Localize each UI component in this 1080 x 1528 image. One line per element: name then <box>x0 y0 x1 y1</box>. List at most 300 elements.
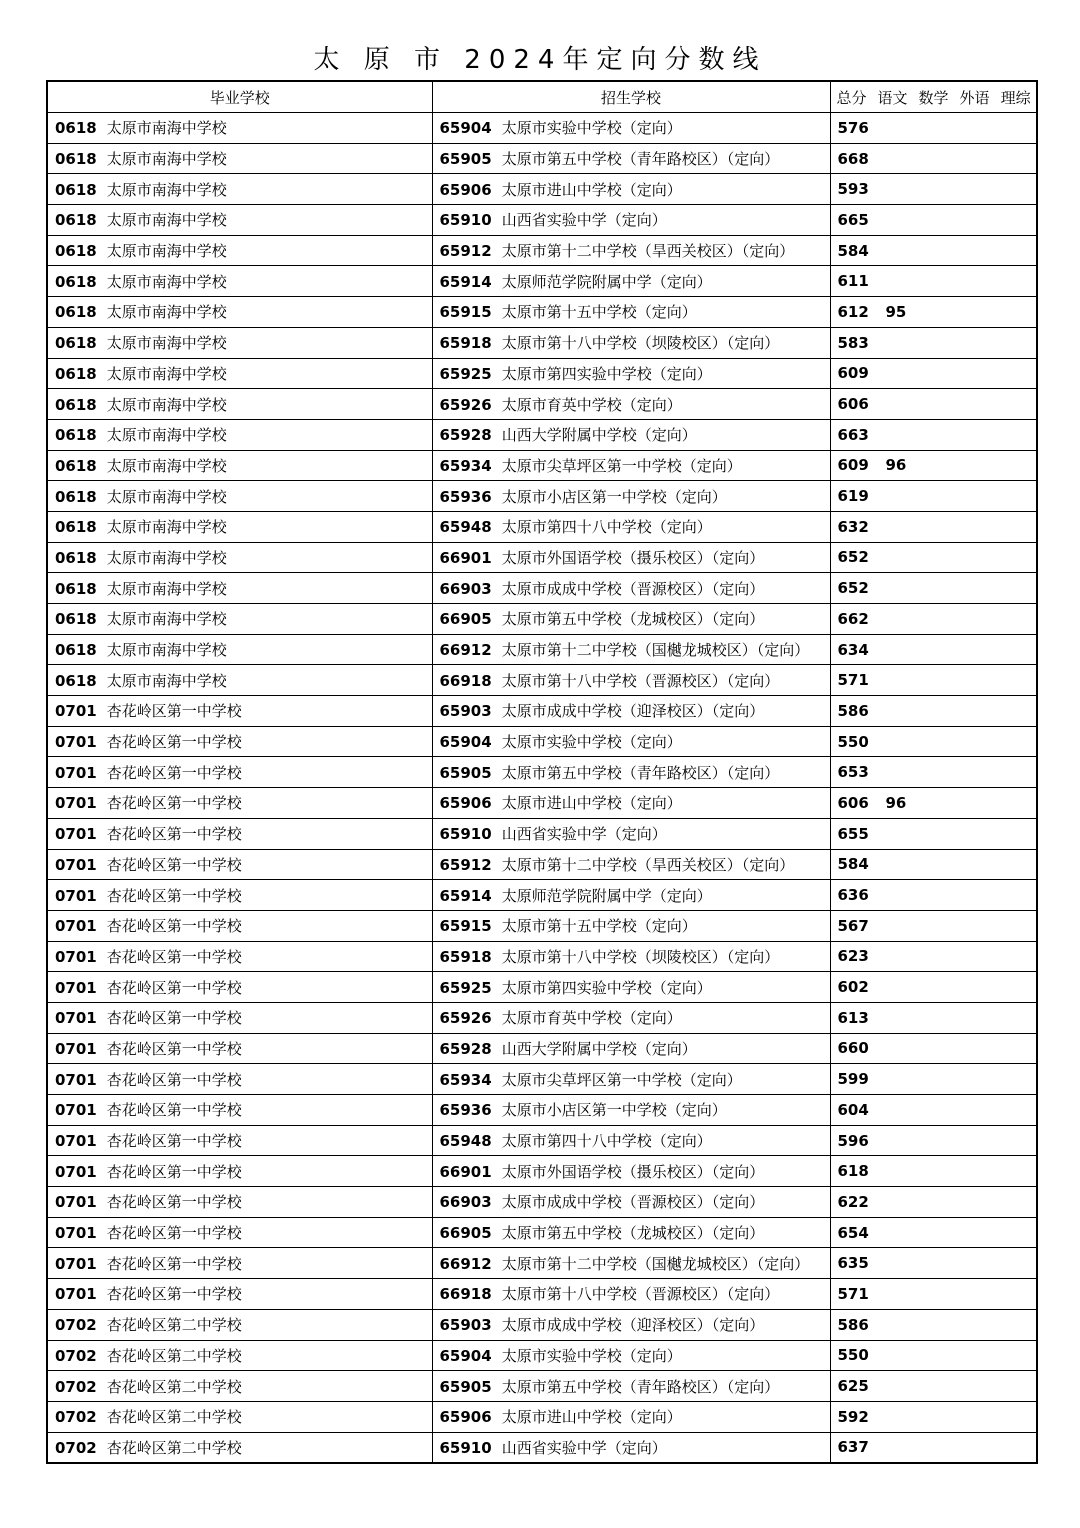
score-cell <box>830 1217 1037 1248</box>
total-score: 609 <box>837 456 869 475</box>
total-score: 606 <box>837 395 869 414</box>
score-cell <box>830 542 1037 573</box>
graduate-school-code: 0618 <box>55 426 97 445</box>
admitting-school-cell <box>432 1309 830 1340</box>
admitting-school-name: 太原市第五中学校（龙城校区）（定向） <box>501 610 765 629</box>
admitting-school-cell <box>432 696 830 727</box>
admitting-school-cell <box>432 1401 830 1432</box>
score-cell <box>830 573 1037 604</box>
score-cell <box>830 266 1037 297</box>
total-score: 622 <box>837 1192 869 1211</box>
admitting-school-cell <box>432 1095 830 1126</box>
table-row <box>47 941 1037 972</box>
graduate-school-code: 0701 <box>55 1009 97 1028</box>
admitting-school-cell <box>432 174 830 205</box>
graduate-school-name: 太原市南海中学校 <box>106 272 227 291</box>
admitting-school-cell <box>432 113 830 144</box>
admitting-school-cell <box>432 450 830 481</box>
graduate-school-name: 太原市南海中学校 <box>106 180 227 199</box>
admitting-school-cell <box>432 1371 830 1402</box>
admitting-school-code: 65904 <box>439 733 492 752</box>
score-cell <box>830 788 1037 819</box>
score-cell <box>830 1033 1037 1064</box>
graduate-school-cell <box>47 143 432 174</box>
admitting-school-code: 65905 <box>439 763 492 782</box>
score-cell <box>830 1064 1037 1095</box>
graduate-school-name: 太原市南海中学校 <box>106 426 227 445</box>
graduate-school-code: 0701 <box>55 702 97 721</box>
graduate-school-name: 太原市南海中学校 <box>106 395 227 414</box>
score-cell <box>830 1125 1037 1156</box>
admitting-school-code: 65948 <box>439 518 492 537</box>
graduate-school-code: 0618 <box>55 518 97 537</box>
table-row <box>47 757 1037 788</box>
admitting-school-name: 山西省实验中学（定向） <box>501 1438 667 1457</box>
graduate-school-cell <box>47 1432 432 1463</box>
total-score: 583 <box>837 333 869 352</box>
graduate-school-code: 0701 <box>55 1070 97 1089</box>
graduate-school-code: 0618 <box>55 641 97 660</box>
total-score: 593 <box>837 180 869 199</box>
graduate-school-name: 杏花岭区第一中学校 <box>106 855 242 874</box>
total-score: 637 <box>837 1438 869 1457</box>
graduate-school-name: 杏花岭区第一中学校 <box>106 917 242 936</box>
total-score: 550 <box>837 1346 869 1365</box>
graduate-school-name: 杏花岭区第一中学校 <box>106 1039 242 1058</box>
header-subjects <box>830 81 1037 113</box>
graduate-school-name: 太原市南海中学校 <box>106 641 227 660</box>
admitting-school-code: 65915 <box>439 303 492 322</box>
admitting-school-cell <box>432 788 830 819</box>
admitting-school-code: 65926 <box>439 1009 492 1028</box>
admitting-school-cell <box>432 972 830 1003</box>
admitting-school-code: 66912 <box>439 641 492 660</box>
graduate-school-name: 太原市南海中学校 <box>106 518 227 537</box>
admitting-school-code: 65910 <box>439 211 492 230</box>
graduate-school-name: 太原市南海中学校 <box>106 456 227 475</box>
graduate-school-code: 0618 <box>55 272 97 291</box>
graduate-school-name: 杏花岭区第一中学校 <box>106 1009 242 1028</box>
admitting-school-name: 太原市实验中学校（定向） <box>501 119 682 138</box>
admitting-school-name: 太原市第四十八中学校（定向） <box>501 518 712 537</box>
admitting-school-cell <box>432 205 830 236</box>
admitting-school-cell <box>432 1432 830 1463</box>
admitting-school-name: 太原市尖草坪区第一中学校（定向） <box>501 456 742 475</box>
graduate-school-name: 太原市南海中学校 <box>106 364 227 383</box>
graduate-school-name: 杏花岭区第二中学校 <box>106 1377 242 1396</box>
graduate-school-cell <box>47 511 432 542</box>
admitting-school-cell <box>432 327 830 358</box>
graduate-school-code: 0618 <box>55 548 97 567</box>
graduate-school-code: 0701 <box>55 917 97 936</box>
graduate-school-code: 0618 <box>55 180 97 199</box>
total-score: 636 <box>837 886 869 905</box>
total-score: 662 <box>837 609 869 628</box>
admitting-school-code: 65915 <box>439 917 492 936</box>
total-score: 606 <box>837 793 869 812</box>
graduate-school-cell <box>47 419 432 450</box>
score-cell <box>830 389 1037 420</box>
graduate-school-cell <box>47 1217 432 1248</box>
graduate-school-cell <box>47 113 432 144</box>
admitting-school-code: 65928 <box>439 1039 492 1058</box>
total-score: 623 <box>837 947 869 966</box>
score-cell <box>830 726 1037 757</box>
admitting-school-cell <box>432 235 830 266</box>
graduate-school-name: 太原市南海中学校 <box>106 119 227 138</box>
table-row <box>47 1279 1037 1310</box>
graduate-school-name: 杏花岭区第二中学校 <box>106 1346 242 1365</box>
graduate-school-code: 0618 <box>55 242 97 261</box>
graduate-school-cell <box>47 573 432 604</box>
table-row <box>47 542 1037 573</box>
admitting-school-cell <box>432 1340 830 1371</box>
score-table <box>46 80 1038 1464</box>
admitting-school-cell <box>432 1125 830 1156</box>
page-title: 太 原 市 2024年定向分数线 <box>313 45 767 75</box>
table-row <box>47 1187 1037 1218</box>
total-score: 550 <box>837 732 869 751</box>
table-row <box>47 665 1037 696</box>
total-score: 634 <box>837 640 869 659</box>
admitting-school-cell <box>432 1156 830 1187</box>
table-row <box>47 419 1037 450</box>
total-score: 596 <box>837 1131 869 1150</box>
graduate-school-cell <box>47 788 432 819</box>
table-row <box>47 113 1037 144</box>
graduate-school-cell <box>47 941 432 972</box>
score-cell <box>830 358 1037 389</box>
table-row <box>47 266 1037 297</box>
admitting-school-name: 太原市第四实验中学校（定向） <box>501 364 712 383</box>
admitting-school-code: 66918 <box>439 671 492 690</box>
score-cell <box>830 665 1037 696</box>
admitting-school-code: 65903 <box>439 702 492 721</box>
total-score: 609 <box>837 364 869 383</box>
admitting-school-code: 65905 <box>439 1377 492 1396</box>
admitting-school-cell <box>432 143 830 174</box>
admitting-school-code: 65906 <box>439 794 492 813</box>
admitting-school-code: 65918 <box>439 334 492 353</box>
admitting-school-cell <box>432 880 830 911</box>
admitting-school-name: 太原市第十八中学校（坝陵校区）（定向） <box>501 334 780 353</box>
admitting-school-code: 65912 <box>439 855 492 874</box>
admitting-school-name: 太原市第十二中学校（国樾龙城校区）（定向） <box>501 1254 810 1273</box>
admitting-school-code: 65926 <box>439 395 492 414</box>
graduate-school-name: 太原市南海中学校 <box>106 242 227 261</box>
table-row <box>47 1371 1037 1402</box>
graduate-school-code: 0701 <box>55 855 97 874</box>
graduate-school-code: 0702 <box>55 1438 97 1457</box>
table-row <box>47 604 1037 635</box>
header-science: 理综 <box>1000 88 1031 107</box>
chinese-score: 96 <box>885 793 907 812</box>
graduate-school-name: 太原市南海中学校 <box>106 303 227 322</box>
graduate-school-cell <box>47 1033 432 1064</box>
graduate-school-code: 0618 <box>55 364 97 383</box>
graduate-school-name: 杏花岭区第一中学校 <box>106 1070 242 1089</box>
table-row <box>47 849 1037 880</box>
table-row <box>47 880 1037 911</box>
score-cell <box>830 1002 1037 1033</box>
table-header-row <box>47 81 1037 113</box>
total-score: 625 <box>837 1377 869 1396</box>
table-row <box>47 972 1037 1003</box>
graduate-school-name: 杏花岭区第一中学校 <box>106 1193 242 1212</box>
total-score: 567 <box>837 916 869 935</box>
graduate-school-cell <box>47 1371 432 1402</box>
score-cell <box>830 1371 1037 1402</box>
admitting-school-cell <box>432 665 830 696</box>
total-score: 584 <box>837 855 869 874</box>
admitting-school-name: 太原市小店区第一中学校（定向） <box>501 1101 727 1120</box>
total-score: 571 <box>837 1284 869 1303</box>
total-score: 604 <box>837 1100 869 1119</box>
total-score: 611 <box>837 272 869 291</box>
admitting-school-cell <box>432 1279 830 1310</box>
admitting-school-code: 65912 <box>439 242 492 261</box>
score-cell <box>830 818 1037 849</box>
admitting-school-name: 太原市第四十八中学校（定向） <box>501 1132 712 1151</box>
admitting-school-name: 太原市外国语学校（摄乐校区）（定向） <box>501 1162 765 1181</box>
table-row <box>47 1248 1037 1279</box>
admitting-school-name: 太原市成成中学校（迎泽校区）（定向） <box>501 1316 765 1335</box>
admitting-school-code: 65914 <box>439 886 492 905</box>
graduate-school-code: 0702 <box>55 1408 97 1427</box>
admitting-school-name: 山西省实验中学（定向） <box>501 825 667 844</box>
graduate-school-name: 杏花岭区第一中学校 <box>106 1224 242 1243</box>
admitting-school-name: 太原市第五中学校（青年路校区）（定向） <box>501 1377 780 1396</box>
graduate-school-cell <box>47 604 432 635</box>
graduate-school-code: 0702 <box>55 1316 97 1335</box>
admitting-school-code: 66903 <box>439 579 492 598</box>
total-score: 584 <box>837 241 869 260</box>
graduate-school-cell <box>47 235 432 266</box>
graduate-school-cell <box>47 880 432 911</box>
graduate-school-name: 杏花岭区第二中学校 <box>106 1408 242 1427</box>
score-cell <box>830 297 1037 328</box>
admitting-school-name: 太原师范学院附属中学（定向） <box>501 886 712 905</box>
score-cell <box>830 1187 1037 1218</box>
graduate-school-cell <box>47 1279 432 1310</box>
admitting-school-name: 太原市成成中学校（迎泽校区）（定向） <box>501 702 765 721</box>
graduate-school-code: 0618 <box>55 211 97 230</box>
graduate-school-code: 0701 <box>55 763 97 782</box>
graduate-school-cell <box>47 665 432 696</box>
graduate-school-code: 0618 <box>55 671 97 690</box>
total-score: 652 <box>837 548 869 567</box>
table-row <box>47 327 1037 358</box>
admitting-school-name: 太原市第五中学校（青年路校区）（定向） <box>501 763 780 782</box>
graduate-school-code: 0702 <box>55 1377 97 1396</box>
graduate-school-cell <box>47 1309 432 1340</box>
total-score: 613 <box>837 1008 869 1027</box>
graduate-school-cell <box>47 542 432 573</box>
graduate-school-cell <box>47 818 432 849</box>
admitting-school-cell <box>432 266 830 297</box>
admitting-school-name: 太原市实验中学校（定向） <box>501 733 682 752</box>
score-cell <box>830 757 1037 788</box>
admitting-school-name: 山西大学附属中学校（定向） <box>501 1039 697 1058</box>
graduate-school-cell <box>47 634 432 665</box>
admitting-school-cell <box>432 757 830 788</box>
table-row <box>47 389 1037 420</box>
graduate-school-code: 0701 <box>55 886 97 905</box>
chinese-score: 96 <box>885 456 907 475</box>
table-row <box>47 1340 1037 1371</box>
table-row <box>47 818 1037 849</box>
total-score: 653 <box>837 763 869 782</box>
graduate-school-cell <box>47 1187 432 1218</box>
admitting-school-code: 65914 <box>439 272 492 291</box>
admitting-school-cell <box>432 419 830 450</box>
total-score: 602 <box>837 978 869 997</box>
admitting-school-cell <box>432 726 830 757</box>
total-score: 612 <box>837 302 869 321</box>
admitting-school-cell <box>432 542 830 573</box>
score-cell <box>830 941 1037 972</box>
admitting-school-name: 太原市第十二中学校（旱西关校区）（定向） <box>501 855 795 874</box>
score-cell <box>830 880 1037 911</box>
graduate-school-cell <box>47 450 432 481</box>
total-score: 592 <box>837 1407 869 1426</box>
admitting-school-code: 65928 <box>439 426 492 445</box>
table-row <box>47 1095 1037 1126</box>
admitting-school-cell <box>432 1248 830 1279</box>
score-cell <box>830 1401 1037 1432</box>
total-score: 652 <box>837 579 869 598</box>
admitting-school-cell <box>432 604 830 635</box>
table-row <box>47 726 1037 757</box>
admitting-school-name: 太原师范学院附属中学（定向） <box>501 272 712 291</box>
admitting-school-name: 太原市进山中学校（定向） <box>501 1408 682 1427</box>
graduate-school-code: 0701 <box>55 733 97 752</box>
graduate-school-name: 杏花岭区第一中学校 <box>106 763 242 782</box>
table-row <box>47 1156 1037 1187</box>
admitting-school-name: 太原市实验中学校（定向） <box>501 1346 682 1365</box>
admitting-school-cell <box>432 1033 830 1064</box>
graduate-school-cell <box>47 389 432 420</box>
graduate-school-cell <box>47 174 432 205</box>
admitting-school-code: 65904 <box>439 1346 492 1365</box>
table-row <box>47 143 1037 174</box>
admitting-school-name: 太原市成成中学校（晋源校区）（定向） <box>501 579 765 598</box>
graduate-school-cell <box>47 910 432 941</box>
graduate-school-name: 杏花岭区第一中学校 <box>106 947 242 966</box>
graduate-school-name: 杏花岭区第一中学校 <box>106 1285 242 1304</box>
graduate-school-cell <box>47 1125 432 1156</box>
chinese-score: 95 <box>885 302 907 321</box>
total-score: 619 <box>837 487 869 506</box>
admitting-school-name: 太原市育英中学校（定向） <box>501 395 682 414</box>
table-row <box>47 1002 1037 1033</box>
admitting-school-name: 太原市进山中学校（定向） <box>501 180 682 199</box>
admitting-school-code: 65934 <box>439 1070 492 1089</box>
graduate-school-code: 0701 <box>55 1132 97 1151</box>
admitting-school-code: 65934 <box>439 456 492 475</box>
admitting-school-cell <box>432 1217 830 1248</box>
admitting-school-cell <box>432 849 830 880</box>
score-cell <box>830 511 1037 542</box>
admitting-school-name: 太原市第十八中学校（晋源校区）（定向） <box>501 1285 780 1304</box>
score-cell <box>830 143 1037 174</box>
graduate-school-code: 0701 <box>55 1162 97 1181</box>
admitting-school-code: 65925 <box>439 364 492 383</box>
header-math: 数学 <box>918 88 949 107</box>
admitting-school-cell <box>432 358 830 389</box>
admitting-school-code: 66903 <box>439 1193 492 1212</box>
graduate-school-name: 杏花岭区第二中学校 <box>106 1438 242 1457</box>
score-cell <box>830 1095 1037 1126</box>
total-score: 668 <box>837 149 869 168</box>
table-row <box>47 235 1037 266</box>
score-cell <box>830 1248 1037 1279</box>
graduate-school-cell <box>47 358 432 389</box>
graduate-school-name: 太原市南海中学校 <box>106 579 227 598</box>
graduate-school-cell <box>47 696 432 727</box>
graduate-school-code: 0618 <box>55 303 97 322</box>
total-score: 586 <box>837 1315 869 1334</box>
graduate-school-name: 太原市南海中学校 <box>106 334 227 353</box>
graduate-school-cell <box>47 1002 432 1033</box>
graduate-school-code: 0701 <box>55 1224 97 1243</box>
graduate-school-cell <box>47 1156 432 1187</box>
admitting-school-code: 66901 <box>439 548 492 567</box>
graduate-school-code: 0701 <box>55 1285 97 1304</box>
graduate-school-code: 0618 <box>55 610 97 629</box>
admitting-school-code: 66901 <box>439 1162 492 1181</box>
graduate-school-code: 0701 <box>55 978 97 997</box>
admitting-school-name: 太原市第五中学校（龙城校区）（定向） <box>501 1224 765 1243</box>
score-cell <box>830 910 1037 941</box>
table-row <box>47 1432 1037 1463</box>
admitting-school-cell <box>432 1187 830 1218</box>
graduate-school-name: 太原市南海中学校 <box>106 610 227 629</box>
graduate-school-code: 0618 <box>55 119 97 138</box>
table-body <box>47 113 1037 1464</box>
total-score: 586 <box>837 701 869 720</box>
admitting-school-code: 65910 <box>439 1438 492 1457</box>
admitting-school-name: 山西大学附属中学校（定向） <box>501 426 697 445</box>
table-row <box>47 1064 1037 1095</box>
admitting-school-code: 65936 <box>439 487 492 506</box>
graduate-school-name: 杏花岭区第一中学校 <box>106 702 242 721</box>
graduate-school-name: 杏花岭区第二中学校 <box>106 1316 242 1335</box>
admitting-school-code: 65903 <box>439 1316 492 1335</box>
graduate-school-code: 0618 <box>55 487 97 506</box>
table-row <box>47 511 1037 542</box>
graduate-school-cell <box>47 757 432 788</box>
graduate-school-name: 杏花岭区第一中学校 <box>106 978 242 997</box>
score-cell <box>830 696 1037 727</box>
header-graduate-school: 毕业学校 <box>47 81 432 113</box>
graduate-school-cell <box>47 726 432 757</box>
graduate-school-code: 0701 <box>55 1254 97 1273</box>
score-cell <box>830 481 1037 512</box>
table-row <box>47 1033 1037 1064</box>
total-score: 618 <box>837 1162 869 1181</box>
graduate-school-name: 太原市南海中学校 <box>106 150 227 169</box>
admitting-school-name: 太原市外国语学校（摄乐校区）（定向） <box>501 548 765 567</box>
score-cell <box>830 450 1037 481</box>
score-cell <box>830 1309 1037 1340</box>
score-cell <box>830 1340 1037 1371</box>
graduate-school-name: 杏花岭区第一中学校 <box>106 794 242 813</box>
graduate-school-code: 0701 <box>55 825 97 844</box>
graduate-school-code: 0701 <box>55 1101 97 1120</box>
total-score: 599 <box>837 1070 869 1089</box>
table-row <box>47 174 1037 205</box>
